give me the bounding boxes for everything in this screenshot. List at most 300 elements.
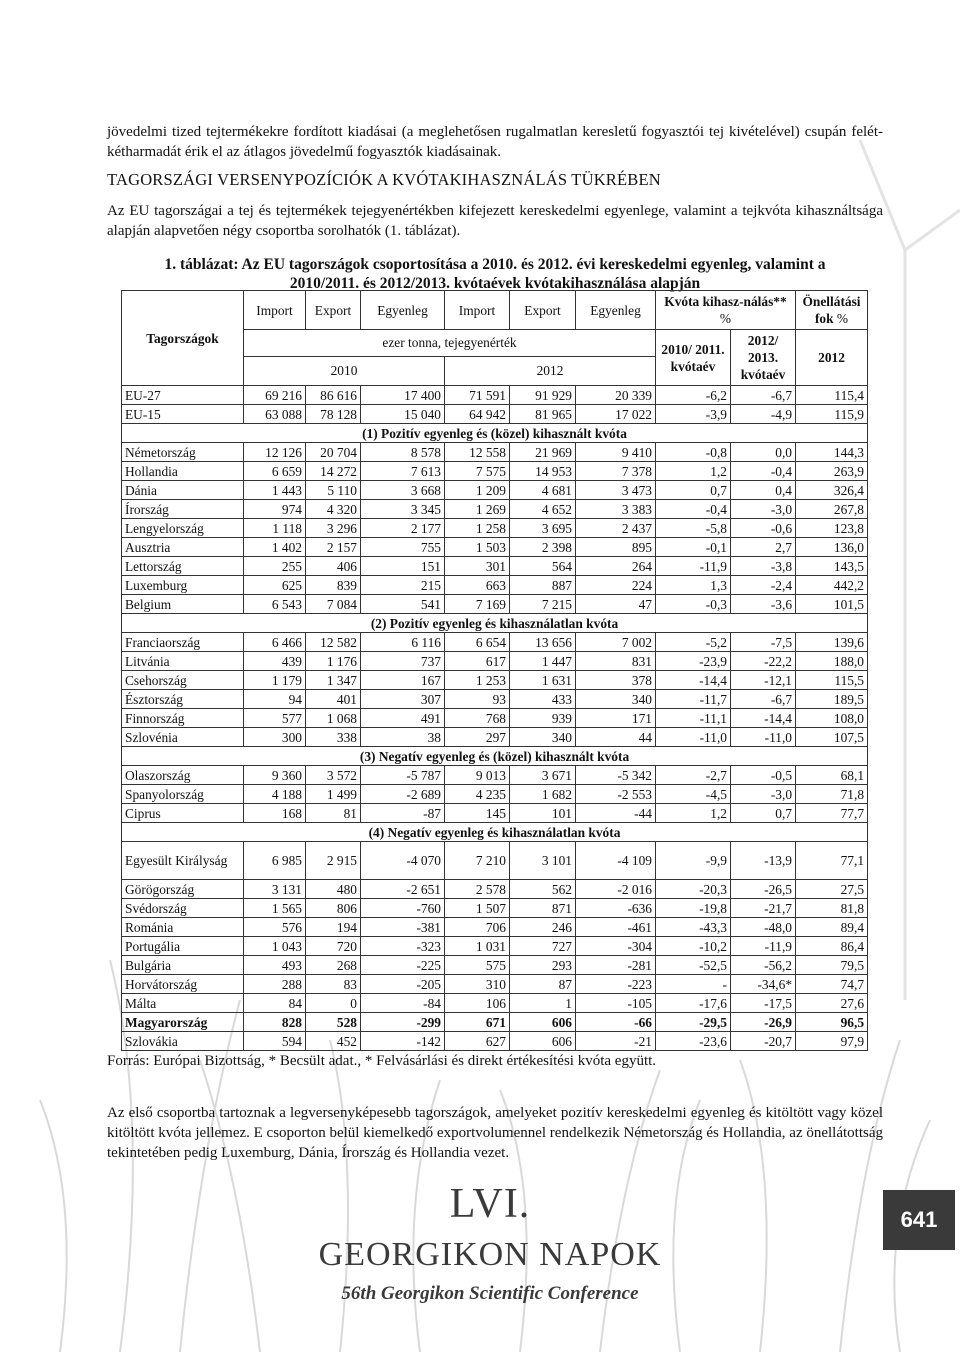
value-cell: 1 682: [510, 785, 576, 804]
value-cell: -6,7: [731, 386, 796, 405]
value-cell: 107,5: [796, 728, 868, 747]
value-cell: -225: [361, 956, 445, 975]
table-caption-line-2: 2010/2011. és 2012/2013. kvótaévek kvótakihasználása alapján: [289, 275, 701, 292]
value-cell: 606: [510, 1032, 576, 1051]
value-cell: 4 320: [306, 500, 361, 519]
value-cell: 1 447: [510, 652, 576, 671]
header-import-2010: Import: [244, 291, 306, 330]
country-name-cell: Románia: [122, 918, 244, 937]
table-row: [122, 975, 868, 994]
value-cell: 7 575: [445, 462, 510, 481]
value-cell: -0,8: [656, 443, 731, 462]
value-cell: -0,4: [656, 500, 731, 519]
value-cell: 3 473: [576, 481, 656, 500]
table-row: [122, 1032, 868, 1051]
value-cell: 3 572: [306, 766, 361, 785]
table-row: [122, 804, 868, 823]
value-cell: -0,6: [731, 519, 796, 538]
country-name-cell: Csehország: [122, 671, 244, 690]
value-cell: 139,6: [796, 633, 868, 652]
value-cell: 17 022: [576, 405, 656, 424]
group-header-row: [122, 823, 868, 842]
value-cell: 83: [306, 975, 361, 994]
group-title: (3) Negatív egyenleg és (közel) kihasznált kvóta: [122, 747, 868, 766]
value-cell: 12 558: [445, 443, 510, 462]
section-paragraph: Az EU tagországai a tej és tejtermékek tejegyenértékben kifejezett kereskedelmi egyenlege, valamint a tejkvóta kihasználtsága alapján alapvetően négy csoportba sorolhatók (1. táblázat).: [107, 203, 883, 239]
value-cell: -26,5: [731, 880, 796, 899]
table-row: [122, 671, 868, 690]
value-cell: 439: [244, 652, 306, 671]
value-cell: 0,7: [731, 804, 796, 823]
table-row: [122, 481, 868, 500]
value-cell: 168: [244, 804, 306, 823]
table-row: [122, 937, 868, 956]
value-cell: 21 969: [510, 443, 576, 462]
value-cell: 5 110: [306, 481, 361, 500]
value-cell: 839: [306, 576, 361, 595]
value-cell: 2 915: [306, 842, 361, 880]
value-cell: 338: [306, 728, 361, 747]
value-cell: 828: [244, 1013, 306, 1032]
country-name-cell: Görögország: [122, 880, 244, 899]
value-cell: -10,2: [656, 937, 731, 956]
country-name-cell: Lettország: [122, 557, 244, 576]
value-cell: 77,1: [796, 842, 868, 880]
value-cell: 6 116: [361, 633, 445, 652]
group-header-row: [122, 424, 868, 443]
value-cell: 6 543: [244, 595, 306, 614]
value-cell: 378: [576, 671, 656, 690]
header-quota-year-1: 2010/ 2011. kvótaév: [656, 330, 731, 386]
value-cell: -3,0: [731, 500, 796, 519]
value-cell: 575: [445, 956, 510, 975]
value-cell: 7 210: [445, 842, 510, 880]
header-year-2012: 2012: [445, 356, 656, 385]
value-cell: 452: [306, 1032, 361, 1051]
value-cell: 145: [445, 804, 510, 823]
value-cell: 7 002: [576, 633, 656, 652]
value-cell: 224: [576, 576, 656, 595]
value-cell: -2,7: [656, 766, 731, 785]
country-name-cell: Olaszország: [122, 766, 244, 785]
country-name-cell: Ausztria: [122, 538, 244, 557]
country-name-cell: Málta: [122, 994, 244, 1013]
value-cell: -20,3: [656, 880, 731, 899]
value-cell: 167: [361, 671, 445, 690]
value-cell: -0,5: [731, 766, 796, 785]
value-cell: 47: [576, 595, 656, 614]
value-cell: 562: [510, 880, 576, 899]
value-cell: 0: [306, 994, 361, 1013]
value-cell: -2 651: [361, 880, 445, 899]
value-cell: 69 216: [244, 386, 306, 405]
country-name-cell: Ciprus: [122, 804, 244, 823]
value-cell: 144,3: [796, 443, 868, 462]
table-row: [122, 690, 868, 709]
value-cell: 15 040: [361, 405, 445, 424]
country-name-cell: Szlovákia: [122, 1032, 244, 1051]
value-cell: 267,8: [796, 500, 868, 519]
value-cell: 143,5: [796, 557, 868, 576]
value-cell: 96,5: [796, 1013, 868, 1032]
value-cell: 27,6: [796, 994, 868, 1013]
country-name-cell: EU-15: [122, 405, 244, 424]
value-cell: -2 016: [576, 880, 656, 899]
value-cell: 71,8: [796, 785, 868, 804]
header-self-sufficiency-percent: %: [836, 311, 849, 326]
value-cell: 727: [510, 937, 576, 956]
table-row: [122, 405, 868, 424]
value-cell: 1 118: [244, 519, 306, 538]
value-cell: 97,9: [796, 1032, 868, 1051]
value-cell: -11,9: [656, 557, 731, 576]
value-cell: -17,5: [731, 994, 796, 1013]
header-export-2010: Export: [306, 291, 361, 330]
value-cell: -205: [361, 975, 445, 994]
country-name-cell: Bulgária: [122, 956, 244, 975]
value-cell: -0,1: [656, 538, 731, 557]
group-header-row: [122, 614, 868, 633]
value-cell: 340: [576, 690, 656, 709]
value-cell: -304: [576, 937, 656, 956]
value-cell: -3,6: [731, 595, 796, 614]
value-cell: 151: [361, 557, 445, 576]
value-cell: 6 466: [244, 633, 306, 652]
value-cell: 268: [306, 956, 361, 975]
value-cell: 91 929: [510, 386, 576, 405]
header-year-2010: 2010: [244, 356, 445, 385]
value-cell: 307: [361, 690, 445, 709]
value-cell: 541: [361, 595, 445, 614]
country-name-cell: Franciaország: [122, 633, 244, 652]
value-cell: 188,0: [796, 652, 868, 671]
value-cell: -0,4: [731, 462, 796, 481]
value-cell: 625: [244, 576, 306, 595]
value-cell: 706: [445, 918, 510, 937]
value-cell: 406: [306, 557, 361, 576]
country-name-cell: Spanyolország: [122, 785, 244, 804]
value-cell: 0,4: [731, 481, 796, 500]
table-row: [122, 994, 868, 1013]
value-cell: -281: [576, 956, 656, 975]
value-cell: 1 043: [244, 937, 306, 956]
value-cell: -23,9: [656, 652, 731, 671]
value-cell: 2 157: [306, 538, 361, 557]
header-quota-use: [656, 291, 796, 330]
value-cell: 101: [510, 804, 576, 823]
conference-number: LVI.: [449, 1181, 531, 1227]
value-cell: 576: [244, 918, 306, 937]
value-cell: -142: [361, 1032, 445, 1051]
value-cell: -3,9: [656, 405, 731, 424]
value-cell: 433: [510, 690, 576, 709]
value-cell: 1 443: [244, 481, 306, 500]
value-cell: -7,5: [731, 633, 796, 652]
value-cell: 8 578: [361, 443, 445, 462]
value-cell: 6 659: [244, 462, 306, 481]
value-cell: 64 942: [445, 405, 510, 424]
value-cell: 171: [576, 709, 656, 728]
value-cell: 136,0: [796, 538, 868, 557]
value-cell: 79,5: [796, 956, 868, 975]
value-cell: 442,2: [796, 576, 868, 595]
value-cell: -17,6: [656, 994, 731, 1013]
value-cell: 939: [510, 709, 576, 728]
value-cell: -22,2: [731, 652, 796, 671]
value-cell: -4,9: [731, 405, 796, 424]
intro-paragraph: jövedelmi tized tejtermékekre fordított kiadásai (a meglehetősen rugalmatlan keresletű fogyasztói tej kivételével) csupán felét-kétharmadát érik el az átlagos jövedelmű fogyasztók kiadásainak.: [107, 124, 883, 160]
value-cell: 44: [576, 728, 656, 747]
value-cell: 1,2: [656, 804, 731, 823]
country-name-cell: Portugália: [122, 937, 244, 956]
group-title: (1) Pozitív egyenleg és (közel) kihasznált kvóta: [122, 424, 868, 443]
value-cell: -14,4: [656, 671, 731, 690]
value-cell: -43,3: [656, 918, 731, 937]
table-row: [122, 386, 868, 405]
value-cell: 13 656: [510, 633, 576, 652]
table-row: [122, 462, 868, 481]
country-name-cell: Egyesült Királyság: [122, 842, 244, 880]
value-cell: 20 339: [576, 386, 656, 405]
value-cell: -2,4: [731, 576, 796, 595]
value-cell: 887: [510, 576, 576, 595]
value-cell: 671: [445, 1013, 510, 1032]
value-cell: -87: [361, 804, 445, 823]
value-cell: 14 272: [306, 462, 361, 481]
country-name-cell: Írország: [122, 500, 244, 519]
value-cell: 9 013: [445, 766, 510, 785]
value-cell: -44: [576, 804, 656, 823]
header-unit: ezer tonna, tejegyenérték: [244, 330, 656, 357]
value-cell: 895: [576, 538, 656, 557]
table-row: [122, 443, 868, 462]
value-cell: 606: [510, 1013, 576, 1032]
value-cell: 288: [244, 975, 306, 994]
value-cell: -14,4: [731, 709, 796, 728]
value-cell: 194: [306, 918, 361, 937]
value-cell: 1 258: [445, 519, 510, 538]
value-cell: 737: [361, 652, 445, 671]
value-cell: -636: [576, 899, 656, 918]
table-row: [122, 766, 868, 785]
value-cell: 86 616: [306, 386, 361, 405]
value-cell: 71 591: [445, 386, 510, 405]
value-cell: 2 578: [445, 880, 510, 899]
value-cell: -21: [576, 1032, 656, 1051]
table-row: [122, 500, 868, 519]
value-cell: 806: [306, 899, 361, 918]
value-cell: 20 704: [306, 443, 361, 462]
value-cell: 7 084: [306, 595, 361, 614]
value-cell: 89,4: [796, 918, 868, 937]
value-cell: 340: [510, 728, 576, 747]
conference-subtitle: 56th Georgikon Scientific Conference: [341, 1283, 639, 1304]
value-cell: 2 398: [510, 538, 576, 557]
country-name-cell: Luxemburg: [122, 576, 244, 595]
value-cell: 108,0: [796, 709, 868, 728]
value-cell: 3 296: [306, 519, 361, 538]
value-cell: 4 235: [445, 785, 510, 804]
table-row: [122, 728, 868, 747]
value-cell: 264: [576, 557, 656, 576]
page-number: 641: [883, 1190, 955, 1250]
value-cell: 27,5: [796, 880, 868, 899]
value-cell: 9 410: [576, 443, 656, 462]
section-heading: TAGORSZÁGI VERSENYPOZÍCIÓK A KVÓTAKIHASZNÁLÁS TÜKRÉBEN: [107, 170, 661, 189]
value-cell: -105: [576, 994, 656, 1013]
table-row: [122, 842, 868, 880]
value-cell: 1 209: [445, 481, 510, 500]
value-cell: 2 177: [361, 519, 445, 538]
value-cell: -11,9: [731, 937, 796, 956]
value-cell: 720: [306, 937, 361, 956]
value-cell: 1 347: [306, 671, 361, 690]
value-cell: -20,7: [731, 1032, 796, 1051]
country-name-cell: Magyarország: [122, 1013, 244, 1032]
value-cell: -461: [576, 918, 656, 937]
value-cell: 1 402: [244, 538, 306, 557]
value-cell: -5 342: [576, 766, 656, 785]
value-cell: -11,1: [656, 709, 731, 728]
value-cell: 84: [244, 994, 306, 1013]
table-row: [122, 595, 868, 614]
header-export-2012: Export: [510, 291, 576, 330]
table-caption-line-1: 1. táblázat: Az EU tagországok csoportosítása a 2010. és 2012. évi kereskedelmi egyenleg, valamint a: [164, 256, 826, 273]
value-cell: -323: [361, 937, 445, 956]
value-cell: 77,7: [796, 804, 868, 823]
value-cell: 493: [244, 956, 306, 975]
value-cell: 123,8: [796, 519, 868, 538]
value-cell: 81 965: [510, 405, 576, 424]
source-note: Forrás: Európai Bizottság, * Becsült adat., * Felvásárlási és direkt értékesítési kvóta együtt.: [107, 1053, 657, 1069]
value-cell: -6,7: [731, 690, 796, 709]
value-cell: 3 383: [576, 500, 656, 519]
header-self-sufficiency: [796, 291, 868, 330]
value-cell: -19,8: [656, 899, 731, 918]
value-cell: -4,5: [656, 785, 731, 804]
value-cell: 12 126: [244, 443, 306, 462]
value-cell: -84: [361, 994, 445, 1013]
value-cell: -9,9: [656, 842, 731, 880]
value-cell: 87: [510, 975, 576, 994]
value-cell: 300: [244, 728, 306, 747]
table-row: [122, 633, 868, 652]
table-row: [122, 652, 868, 671]
country-name-cell: Szlovénia: [122, 728, 244, 747]
value-cell: 81: [306, 804, 361, 823]
value-cell: -48,0: [731, 918, 796, 937]
value-cell: 831: [576, 652, 656, 671]
value-cell: 3 131: [244, 880, 306, 899]
value-cell: 263,9: [796, 462, 868, 481]
table-row: [122, 956, 868, 975]
value-cell: 115,5: [796, 671, 868, 690]
value-cell: 293: [510, 956, 576, 975]
table-caption: [107, 255, 883, 293]
value-cell: 1: [510, 994, 576, 1013]
header-balance-2010: Egyenleg: [361, 291, 445, 330]
value-cell: -23,6: [656, 1032, 731, 1051]
country-name-cell: Finnország: [122, 709, 244, 728]
table-row: [122, 1013, 868, 1032]
value-cell: -6,2: [656, 386, 731, 405]
value-cell: 3 671: [510, 766, 576, 785]
value-cell: 480: [306, 880, 361, 899]
value-cell: 17 400: [361, 386, 445, 405]
value-cell: 401: [306, 690, 361, 709]
value-cell: 1,2: [656, 462, 731, 481]
header-country: Tagországok: [122, 291, 244, 386]
table-row: [122, 576, 868, 595]
value-cell: 326,4: [796, 481, 868, 500]
value-cell: 81,8: [796, 899, 868, 918]
value-cell: -223: [576, 975, 656, 994]
value-cell: -21,7: [731, 899, 796, 918]
value-cell: 617: [445, 652, 510, 671]
data-table: [121, 290, 868, 1051]
value-cell: -5,2: [656, 633, 731, 652]
value-cell: 7 378: [576, 462, 656, 481]
value-cell: 663: [445, 576, 510, 595]
value-cell: 297: [445, 728, 510, 747]
value-cell: 0,7: [656, 481, 731, 500]
value-cell: 3 345: [361, 500, 445, 519]
value-cell: 871: [510, 899, 576, 918]
header-balance-2012: Egyenleg: [576, 291, 656, 330]
value-cell: 1 499: [306, 785, 361, 804]
value-cell: 7 215: [510, 595, 576, 614]
value-cell: 491: [361, 709, 445, 728]
value-cell: -760: [361, 899, 445, 918]
value-cell: -3,8: [731, 557, 796, 576]
value-cell: 7 613: [361, 462, 445, 481]
value-cell: 101,5: [796, 595, 868, 614]
value-cell: 3 695: [510, 519, 576, 538]
value-cell: -3,0: [731, 785, 796, 804]
value-cell: 7 169: [445, 595, 510, 614]
value-cell: 14 953: [510, 462, 576, 481]
value-cell: 2,7: [731, 538, 796, 557]
header-quota-year-2: 2012/ 2013. kvótaév: [731, 330, 796, 386]
country-name-cell: Litvánia: [122, 652, 244, 671]
table-row: [122, 557, 868, 576]
group-title: (2) Pozitív egyenleg és kihasználatlan kvóta: [122, 614, 868, 633]
value-cell: -11,0: [656, 728, 731, 747]
value-cell: 63 088: [244, 405, 306, 424]
value-cell: 74,7: [796, 975, 868, 994]
table-row: [122, 880, 868, 899]
header-quota-use-label: Kvóta kihasz-nálás**: [664, 294, 787, 309]
value-cell: 1 565: [244, 899, 306, 918]
value-cell: 768: [445, 709, 510, 728]
value-cell: 577: [244, 709, 306, 728]
value-cell: 755: [361, 538, 445, 557]
country-name-cell: Dánia: [122, 481, 244, 500]
country-name-cell: Hollandia: [122, 462, 244, 481]
value-cell: 1 068: [306, 709, 361, 728]
table-row: [122, 918, 868, 937]
country-name-cell: EU-27: [122, 386, 244, 405]
value-cell: 93: [445, 690, 510, 709]
value-cell: 78 128: [306, 405, 361, 424]
country-name-cell: Németország: [122, 443, 244, 462]
value-cell: 301: [445, 557, 510, 576]
header-self-sufficiency-label: Önellátási fok: [802, 294, 861, 326]
table-header: [122, 291, 868, 386]
value-cell: -12,1: [731, 671, 796, 690]
value-cell: 1 031: [445, 937, 510, 956]
conference-title: GEORGIKON NAPOK: [318, 1236, 662, 1273]
